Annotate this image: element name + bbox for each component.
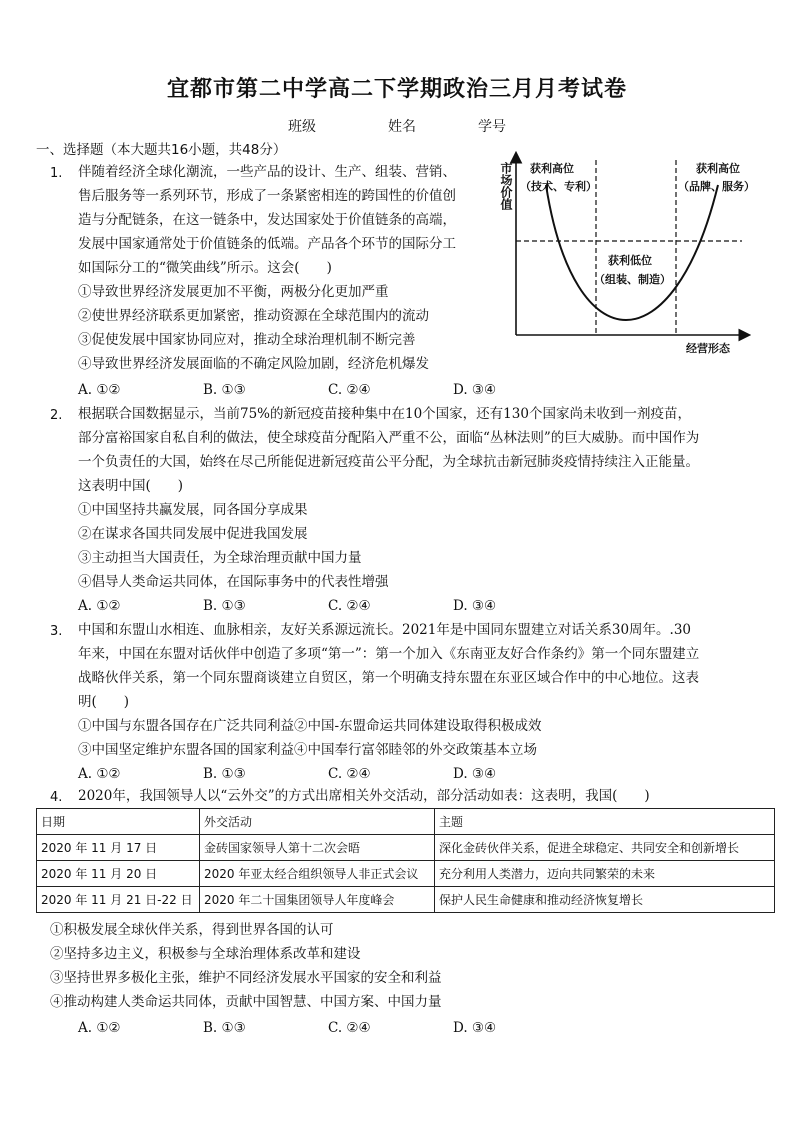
table-cell: 保护人民生命健康和推动经济恢复增长 [435, 887, 775, 913]
name-label: 姓名 [388, 119, 416, 135]
q4-option-c[interactable]: C. ②④ [328, 1020, 371, 1036]
q3-option-c[interactable]: C. ②④ [328, 766, 371, 782]
q2-option-c[interactable]: C. ②④ [328, 598, 371, 614]
q1-statement: ①导致世界经济发展更加不平衡，两极分化更加严重 [78, 284, 389, 300]
q1-option-d[interactable]: D. ③④ [453, 382, 497, 398]
table-cell: 深化金砖伙伴关系，促进全球稳定、共同安全和创新增长 [435, 835, 775, 861]
q4-statement: ④推动构建人类命运共同体，贡献中国智慧、中国方案、中国力量 [50, 994, 442, 1010]
table-cell: 2020 年二十国集团领导人年度峰会 [200, 887, 435, 913]
q3-line: 明( ) [78, 694, 130, 710]
q2-option-d[interactable]: D. ③④ [453, 598, 497, 614]
table-cell: 2020 年亚太经合组织领导人非正式会议 [200, 861, 435, 887]
q1-option-c[interactable]: C. ②④ [328, 382, 371, 398]
left-high-label: 获利高位 [530, 162, 574, 175]
q1-line: 售后服务等一系列环节，形成了一条紧密相连的跨国性的价值创 [78, 188, 456, 204]
table-row [37, 861, 775, 887]
table-cell: 充分利用人类潜力，迈向共同繁荣的未来 [435, 861, 775, 887]
q3-line: 年来，中国在东盟对话伙伴中创造了多项“第一”：第一个加入《东南亚友好合作条约》第一个同东盟建立 [78, 646, 700, 662]
smile-curve-figure [496, 150, 756, 362]
q2-line: 根据联合国数据显示，当前75%的新冠疫苗接种集中在10个国家，还有130个国家尚未收到一剂疫苗， [78, 406, 691, 422]
q4-statement: ②坚持多边主义，积极参与全球治理体系改革和建设 [50, 946, 361, 962]
q1-number: 1. [50, 166, 63, 181]
q2-statement: ③主动担当大国责任，为全球治理贡献中国力量 [78, 550, 362, 566]
q2-number: 2. [50, 408, 63, 423]
table-header-cell: 日期 [37, 809, 200, 835]
q2-line: 这表明中国( ) [78, 478, 184, 494]
q2-line: 一个负责任的大国，始终在尽己所能促进新冠疫苗公平分配，为全球抗击新冠肺炎疫情持续注入正能量。 [78, 454, 699, 470]
right-high-label: 获利高位 [696, 162, 740, 175]
q1-line: 造与分配链条，在这一链条中，发达国家处于价值链条的高端， [78, 212, 456, 228]
x-axis-label: 经营形态 [686, 342, 730, 355]
section-heading: 一、选择题（本大题共16小题，共48分） [36, 142, 287, 158]
q3-option-d[interactable]: D. ③④ [453, 766, 497, 782]
table-cell: 2020 年 11 月 17 日 [37, 835, 200, 861]
smile-curve [546, 185, 718, 320]
table-header-row [37, 809, 775, 835]
q3-number: 3. [50, 624, 63, 639]
q2-option-b[interactable]: B. ①③ [203, 598, 246, 614]
q3-option-b[interactable]: B. ①③ [203, 766, 246, 782]
q2-statement: ②在谋求各国共同发展中促进我国发展 [78, 526, 308, 542]
table-header-cell: 外交活动 [200, 809, 435, 835]
table-cell: 2020 年 11 月 21 日-22 日 [37, 887, 200, 913]
table-header-cell: 主题 [435, 809, 775, 835]
q2-statement: ①中国坚持共赢发展，同各国分享成果 [78, 502, 308, 518]
q1-line: 如国际分工的“微笑曲线”所示。这会( ) [78, 260, 332, 276]
left-high-sublabel: （技术、专利） [520, 180, 597, 193]
table-cell: 金砖国家领导人第十二次会晤 [200, 835, 435, 861]
q3-statement: ③中国坚定维护东盟各国的国家利益④中国奉行富邻睦邻的外交政策基本立场 [78, 742, 537, 758]
q4-option-d[interactable]: D. ③④ [453, 1020, 497, 1036]
student-id-label: 学号 [478, 119, 506, 135]
y-axis-label: 市场价值 [499, 162, 513, 210]
exam-title: 宜都市第二中学高二下学期政治三月月考试卷 [166, 77, 627, 102]
q1-line: 伴随着经济全球化潮流，一些产品的设计、生产、组装、营销、 [78, 164, 456, 180]
q4-number: 4. [50, 790, 63, 805]
q2-line: 部分富裕国家自私自利的做法，使全球疫苗分配陷入严重不公，面临“丛林法则”的巨大威胁。而中国作为 [78, 430, 700, 446]
bottom-low-label: 获利低位 [608, 254, 652, 267]
q4-option-b[interactable]: B. ①③ [203, 1020, 246, 1036]
q2-option-a[interactable]: A. ①② [78, 598, 121, 614]
q1-statement: ②使世界经济联系更加紧密，推动资源在全球范围内的流动 [78, 308, 429, 324]
q1-statement: ④导致世界经济发展面临的不确定风险加剧，经济危机爆发 [78, 356, 429, 372]
table-row [37, 835, 775, 861]
q1-option-b[interactable]: B. ①③ [203, 382, 246, 398]
q1-option-a[interactable]: A. ①② [78, 382, 121, 398]
bottom-low-sublabel: （组装、制造） [594, 273, 671, 286]
right-high-sublabel: （品牌、服务） [678, 180, 755, 193]
diplomatic-activities-table [36, 808, 775, 913]
q4-option-a[interactable]: A. ①② [78, 1020, 121, 1036]
q4-statement: ③坚持世界多极化主张，维护不同经济发展水平国家的安全和利益 [50, 970, 442, 986]
table-cell: 2020 年 11 月 20 日 [37, 861, 200, 887]
q3-line: 中国和东盟山水相连、血脉相亲，友好关系源远流长。2021年是中国同东盟建立对话关系30周年。.30 [78, 622, 692, 638]
q4-statement: ①积极发展全球伙伴关系，得到世界各国的认可 [50, 922, 334, 938]
q3-line: 战略伙伴关系，第一个同东盟商谈建立自贸区，第一个明确支持东盟在东亚区域合作中的中心地位。这表 [78, 670, 699, 686]
q3-statement: ①中国与东盟各国存在广泛共同利益②中国-东盟命运共同体建设取得积极成效 [78, 718, 542, 734]
q3-option-a[interactable]: A. ①② [78, 766, 121, 782]
q1-statement: ③促使发展中国家协同应对，推动全球治理机制不断完善 [78, 332, 416, 348]
table-row [37, 887, 775, 913]
q2-statement: ④倡导人类命运共同体，在国际事务中的代表性增强 [78, 574, 389, 590]
class-label: 班级 [288, 119, 316, 135]
q1-line: 发展中国家通常处于价值链条的低端。产品各个环节的国际分工 [78, 236, 456, 252]
q4-stem: 2020年，我国领导人以“云外交”的方式出席相关外交活动，部分活动如表：这表明，我国( ) [78, 788, 650, 804]
